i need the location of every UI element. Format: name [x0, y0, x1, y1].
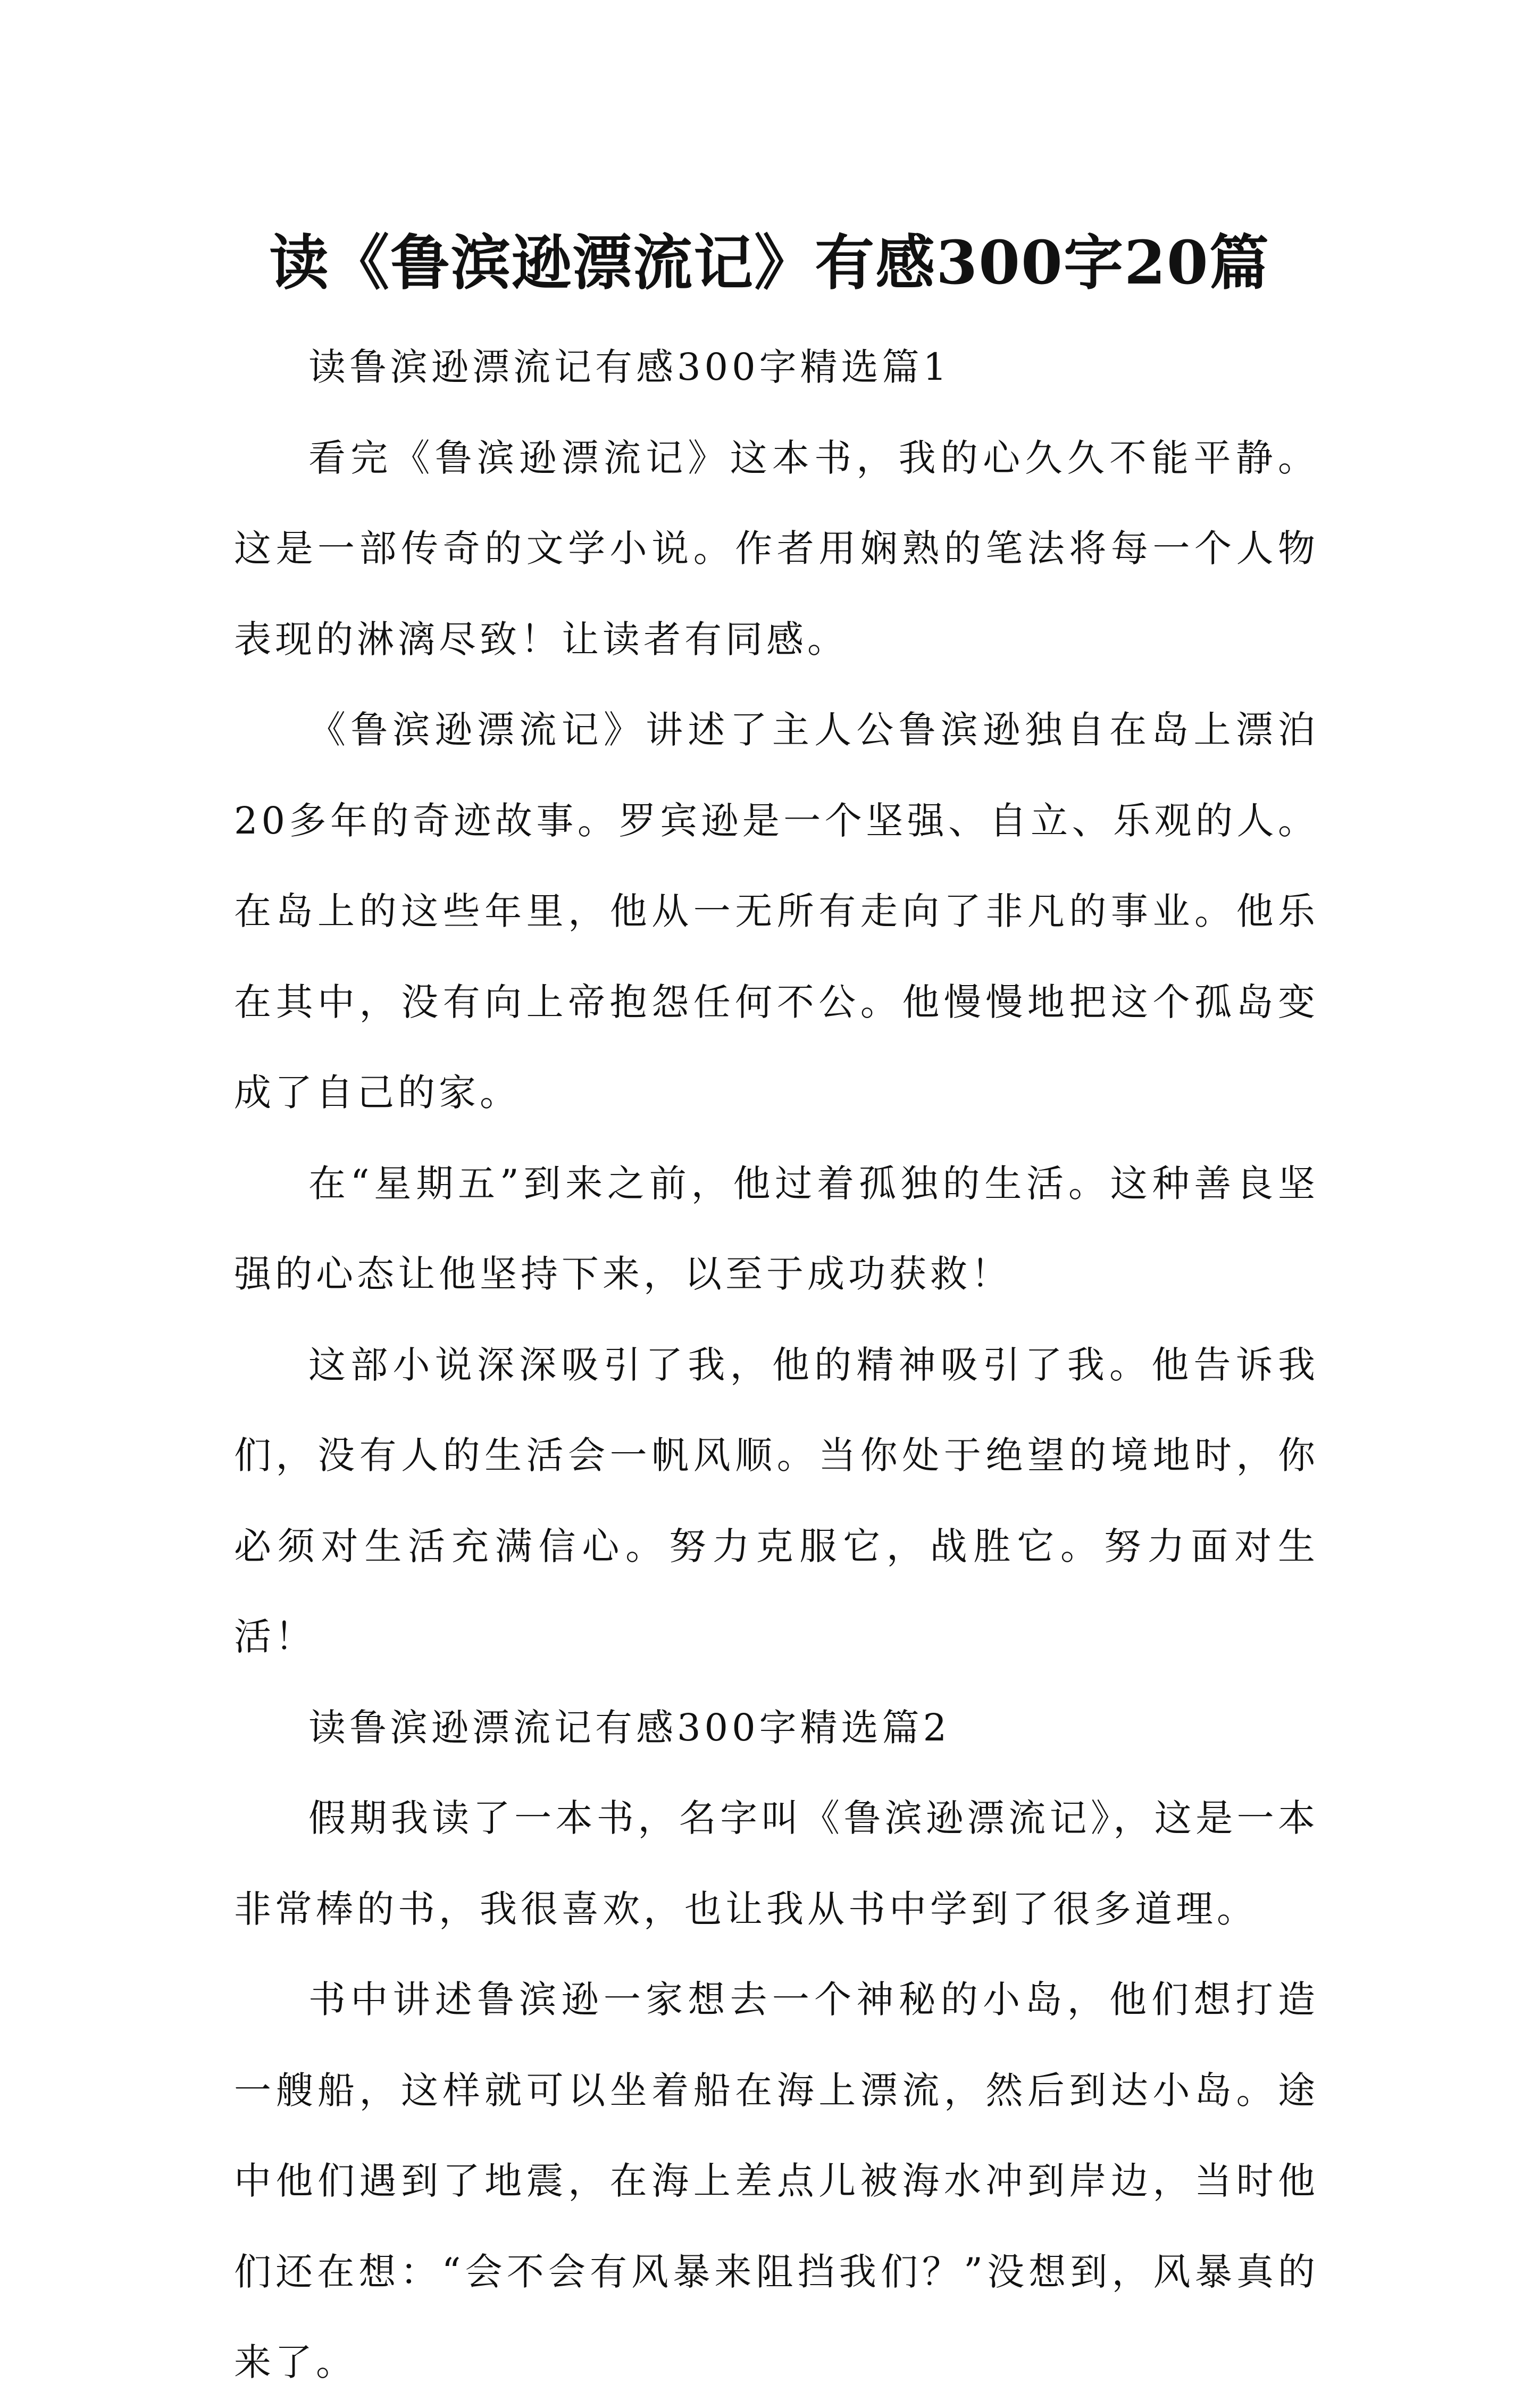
- paragraph: 看完《鲁滨逊漂流记》这本书，我的心久久不能平静。这是一部传奇的文学小说。作者用娴熟的笔法将每一个人物表现的淋漓尽致！让读者有同感。: [234, 436, 1319, 661]
- paragraph: 在“星期五”到来之前，他过着孤独的生活。这种善良坚强的心态让他坚持下来，以至于成功获救！: [234, 1161, 1319, 1296]
- section-heading-2: 读鲁滨逊漂流记有感300字精选篇2: [308, 1705, 951, 1749]
- paragraph: 书中讲述鲁滨逊一家想去一个神秘的小岛，他们想打造一艘船，这样就可以坐着船在海上漂流，然后到达小岛。途中他们遇到了地震，在海上差点儿被海水冲到岸边，当时他们还在想：“会不会有风暴来阻挡我们？”没想到，风暴真的来了。: [234, 1978, 1319, 2384]
- paragraph: 假期我读了一本书，名字叫《鲁滨逊漂流记》，这是一本非常棒的书，我很喜欢，也让我从书中学到了很多道理。: [234, 1796, 1319, 1931]
- document-title: 读《鲁滨逊漂流记》有感300字20篇: [269, 228, 1270, 298]
- document-body: [234, 322, 1319, 2408]
- section-heading-1: 读鲁滨逊漂流记有感300字精选篇1: [308, 345, 951, 389]
- paragraph: 《鲁滨逊漂流记》讲述了主人公鲁滨逊独自在岛上漂泊20多年的奇迹故事。罗宾逊是一个坚强、自立、乐观的人。在岛上的这些年里，他从一无所有走向了非凡的事业。他乐在其中，没有向上帝抱怨任何不公。他慢慢地把这个孤岛变成了自己的家。: [234, 708, 1319, 1114]
- paragraph: 这部小说深深吸引了我，他的精神吸引了我。他告诉我们，没有人的生活会一帆风顺。当你处于绝望的境地时，你必须对生活充满信心。努力克服它，战胜它。努力面对生活！: [234, 1343, 1319, 1659]
